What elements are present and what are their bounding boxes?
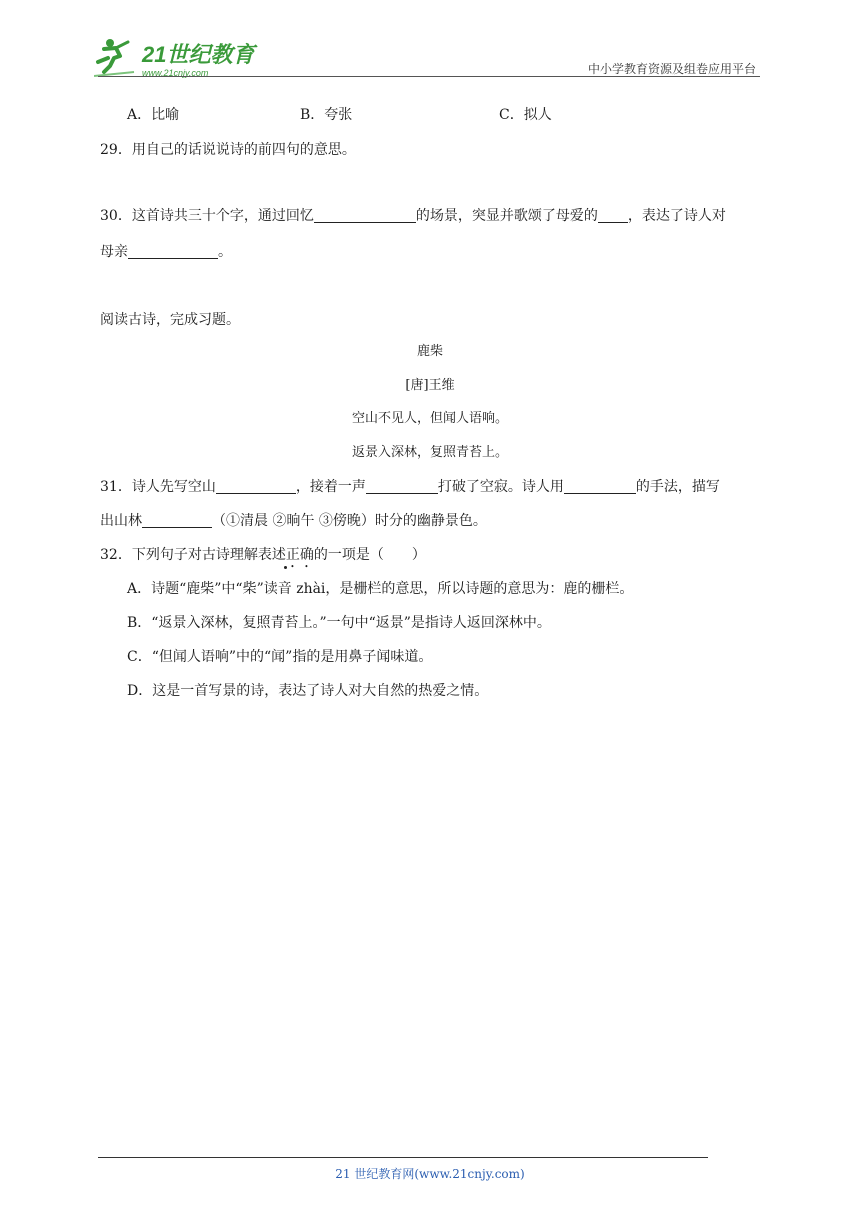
q30-text-1: 30．这首诗共三十个字，通过回忆 [100, 208, 314, 224]
q31-text-3: 打破了空寂。诗人用 [437, 479, 564, 495]
question-32-stem [100, 545, 426, 571]
q30-text-2: 的场景，突显并歌颂了母爱的 [415, 208, 598, 224]
q28-option-b: B．夸张 [300, 107, 353, 123]
q31-blank-3[interactable] [564, 479, 636, 494]
logo-url: www.21cnjy.com [142, 68, 209, 78]
q32-option-c: C．“但闻人语响”中的“闻”指的是用鼻子闻味道。 [127, 649, 433, 665]
q30-blank-love[interactable] [598, 208, 628, 223]
section-instruction: 阅读古诗，完成习题。 [100, 312, 240, 328]
q30-text-3: ，表达了诗人对 [627, 208, 726, 224]
question-31-line1 [100, 477, 720, 497]
poem-line-2: 返景入深林，复照青苔上。 [351, 445, 508, 460]
q31-text-5: 出山林 [100, 513, 142, 529]
q30-blank-scene[interactable] [314, 208, 416, 223]
q30-blank-feeling[interactable] [128, 244, 218, 259]
poem-title: 鹿柴 [416, 344, 443, 359]
site-logo [94, 36, 264, 80]
logo-text: 21世纪教育 [142, 42, 255, 67]
footer-divider [98, 1157, 708, 1158]
q31-text-4: 的手法，描写 [635, 479, 720, 495]
poem-author: [唐]王维 [405, 378, 455, 393]
q30-text-4: 母亲 [100, 244, 128, 260]
q28-option-a: A．比喻 [127, 107, 180, 123]
q31-blank-4[interactable] [142, 513, 212, 528]
question-29: 29．用自己的话说说诗的前四句的意思。 [100, 142, 356, 158]
question-30-line1 [100, 206, 726, 226]
runner-icon [94, 39, 134, 76]
q32-stem-a: 32．下列句子对古诗理解表述 [100, 547, 286, 563]
q32-option-d: D．这是一首写景的诗，表达了诗人对大自然的热爱之情。 [127, 683, 489, 699]
header-slogan: 中小学教育资源及组卷应用平台 [587, 62, 756, 76]
q31-blank-1[interactable] [216, 479, 296, 494]
q32-option-a: A．诗题“鹿柴”中“柴”读音 zhài，是栅栏的意思，所以诗题的意思为：鹿的栅栏。 [127, 581, 634, 597]
q32-stem-b: 的一项是（ ） [313, 547, 426, 563]
q31-text-2: ，接着一声 [295, 479, 366, 495]
q31-text-6: （①清晨 ②晌午 ③傍晚）时分的幽静景色。 [212, 513, 487, 529]
q31-text-1: 31．诗人先写空山 [100, 479, 216, 495]
poem-line-1: 空山不见人，但闻人语响。 [351, 411, 508, 426]
q31-blank-2[interactable] [366, 479, 438, 494]
q30-text-5: 。 [218, 244, 232, 260]
header-divider [98, 76, 760, 77]
q32-stem-emph: 正确 [285, 547, 314, 563]
question-31-line2 [100, 511, 487, 531]
question-30-line2 [100, 242, 232, 262]
q28-option-c: C．拟人 [499, 107, 552, 123]
q32-option-b: B．“返景入深林，复照青苔上。”一句中“返景”是指诗人返回深林中。 [127, 615, 551, 631]
footer-link[interactable]: 21 世纪教育网(www.21cnjy.com) [335, 1167, 525, 1181]
